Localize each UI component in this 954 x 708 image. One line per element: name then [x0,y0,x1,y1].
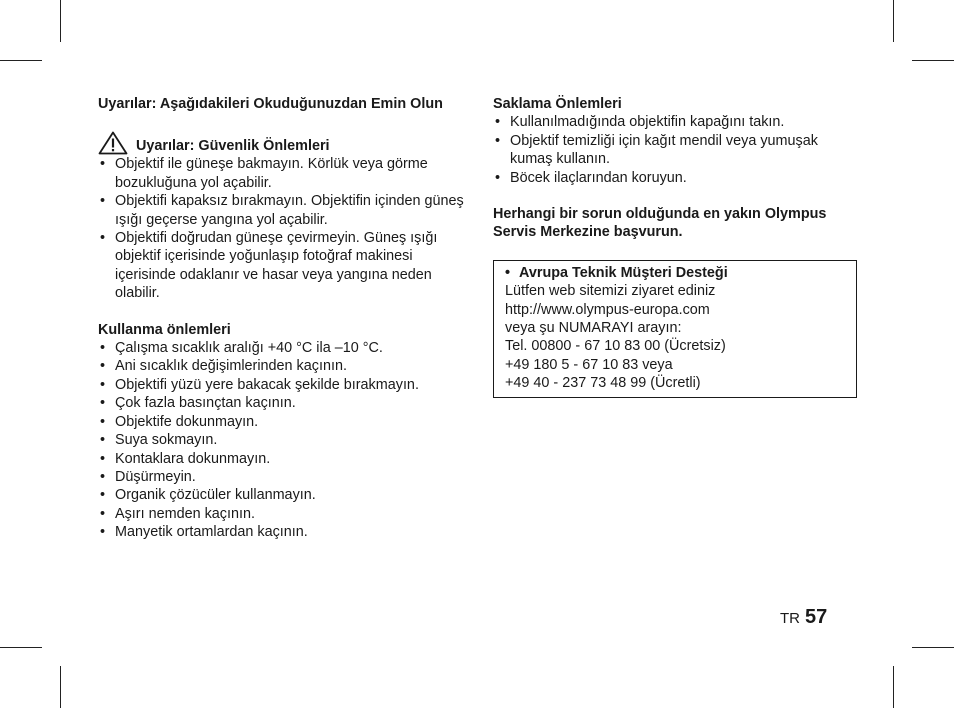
crop-mark [60,666,61,708]
crop-mark [893,666,894,708]
list-item: • Böcek ilaçlarından koruyun. [493,169,858,187]
page-number: 57 [805,606,828,628]
list-item: • Düşürmeyin. [98,468,473,486]
list-item: • Objektif ile güneşe bakmayın. Körlük veya görme bozukluğuna yol açabilir. [98,155,473,192]
safety-heading-text: Uyarılar: Güvenlik Önlemleri [136,138,330,154]
list-item: • Objektife dokunmayın. [98,413,473,431]
list-item: • Çalışma sıcaklık aralığı +40 °C ila –10 °C. [98,339,473,357]
storage-heading: Saklama Önlemleri [493,96,622,112]
left-column [98,95,473,542]
list-item: • Aşırı nemden kaçının. [98,505,473,523]
right-column [493,95,858,398]
crop-mark [60,0,61,42]
support-line: veya şu NUMARAYI arayın: [505,320,682,337]
list-item: • Objektifi doğrudan güneşe çevirmeyin. Güneş ışığı objektif içerisinde yoğunlaşıp fotoğraf makinesi içerisinde odaklanır ve hasar veya yangına neden olabilir. [98,229,473,303]
safety-list [98,155,473,302]
main-heading: Uyarılar: Aşağıdakileri Okuduğunuzdan Emin Olun [98,96,443,112]
list-item: • Organik çözücüler kullanmayın. [98,486,473,504]
list-item: • Kontaklara dokunmayın. [98,450,473,468]
list-item: • Objektifi kapaksız bırakmayın. Objektifin içinden güneş ışığı geçerse yangına yol açabilir. [98,192,473,229]
list-item: • Objektifi yüzü yere bakacak şekilde bırakmayın. [98,376,473,394]
support-title: • Avrupa Teknik Müşteri Desteği [505,264,846,282]
support-phone: +49 40 - 237 73 48 99 (Ücretli) [505,375,701,392]
storage-list [493,113,858,187]
support-line: Lütfen web sitemizi ziyaret ediniz [505,283,716,300]
support-phone: Tel. 00800 - 67 10 83 00 (Ücretsiz) [505,338,726,355]
usage-list [98,339,473,541]
safety-heading [98,131,473,155]
list-item: • Objektif temizliği için kağıt mendil veya yumuşak kumaş kullanın. [493,132,858,169]
list-item: • Kullanılmadığında objektifin kapağını takın. [493,113,858,131]
page-footer [780,608,827,628]
list-item: • Ani sıcaklık değişimlerinden kaçının. [98,357,473,375]
crop-mark [912,647,954,648]
service-note: Herhangi bir sorun olduğunda en yakın Olympus Servis Merkezine başvurun. [493,206,827,241]
page-language: TR [780,610,800,627]
support-phone: +49 180 5 - 67 10 83 veya [505,356,673,373]
support-box [493,260,857,398]
crop-mark [893,0,894,42]
crop-mark [0,60,42,61]
support-url: http://www.olympus-europa.com [505,301,710,318]
crop-mark [912,60,954,61]
warning-icon [98,131,128,155]
list-item: • Manyetik ortamlardan kaçının. [98,523,473,541]
crop-mark [0,647,42,648]
list-item: • Suya sokmayın. [98,431,473,449]
list-item: • Çok fazla basınçtan kaçının. [98,394,473,412]
usage-heading: Kullanma önlemleri [98,321,231,338]
